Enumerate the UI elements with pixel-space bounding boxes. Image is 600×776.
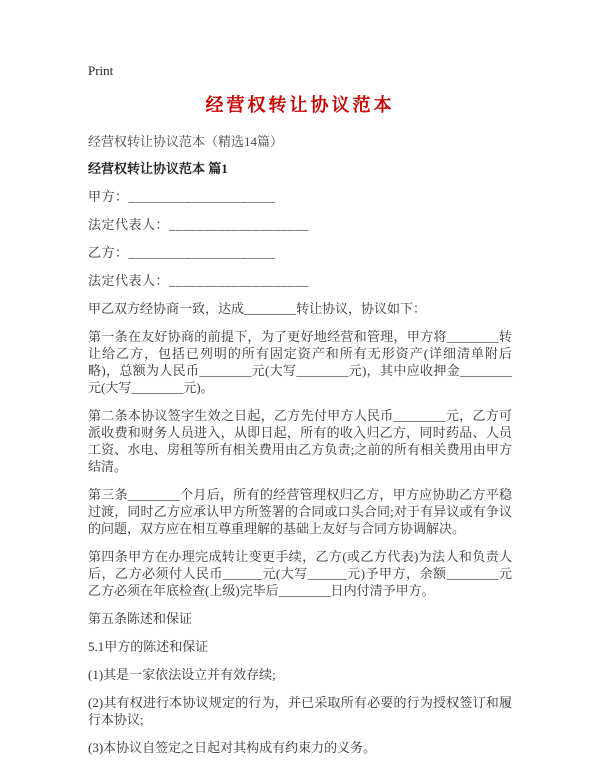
clause-1: 第一条在友好协商的前提下，为了更好地经营和管理，甲方将________转让给乙方，包括已列明的所有固定资产和所有无形资产(详细清单附后略)，总额为人民币________元(大写________元)，其中应收押金________元(大写________元)。 [88,329,512,395]
warranty-item-3: (3)本协议自签定之日起对其构成有约束力的义务。 [88,740,377,755]
clause-5-heading: 第五条陈述和保证 [88,611,193,626]
warranty-item-1: (1)其是一家依法设立并有效存续; [88,667,276,682]
form-line-party-a: 甲方：_____________________ [88,189,276,204]
form-line-legal-rep-b: 法定代表人：____________________ [88,273,310,288]
doc-subtitle: 经营权转让协议范本（精选14篇） [88,134,284,149]
section-heading-part1: 经营权转让协议范本 篇1 [88,161,228,176]
form-line-legal-rep-a: 法定代表人：____________________ [88,217,310,232]
clause-3: 第三条________个月后，所有的经营管理权归乙方，甲方应协助乙方平稳过渡，同时乙方应承认甲方所签署的合同或口头合同;对于有异议或有争议的问题，双方应在相互尊重理解的基础上友好与合同方协调解决。 [88,487,512,536]
warranty-item-2: (2)其有权进行本协议规定的行为，并已采取所有必要的行为授权签订和履行本协议; [88,695,512,727]
document-title: 经营权转让协议范本 [205,95,395,115]
clause-2: 第二条本协议签字生效之日起，乙方先付甲方人民币________元，乙方可派收费和财务人员进入，从即日起，所有的收入归乙方，同时药品、人员工资、水电、房租等所有相关费用由乙方负责;之前的所有相关费用由甲方结清。 [88,408,512,474]
form-line-party-b: 乙方：_____________________ [88,245,276,260]
clause-5-1-heading: 5.1甲方的陈述和保证 [88,639,209,654]
agreement-intro-line: 甲乙双方经协商一致，达成________转让协议，协议如下： [88,301,427,316]
print-button[interactable]: Print [88,63,114,78]
clause-4: 第四条甲方在办理完成转让变更手续，乙方(或乙方代表)为法人和负责人后，乙方必须付人民币______元(大写______元)予甲方，余额________元乙方必须在年底检查(上级)完毕后________日内付清予甲方。 [88,549,512,598]
